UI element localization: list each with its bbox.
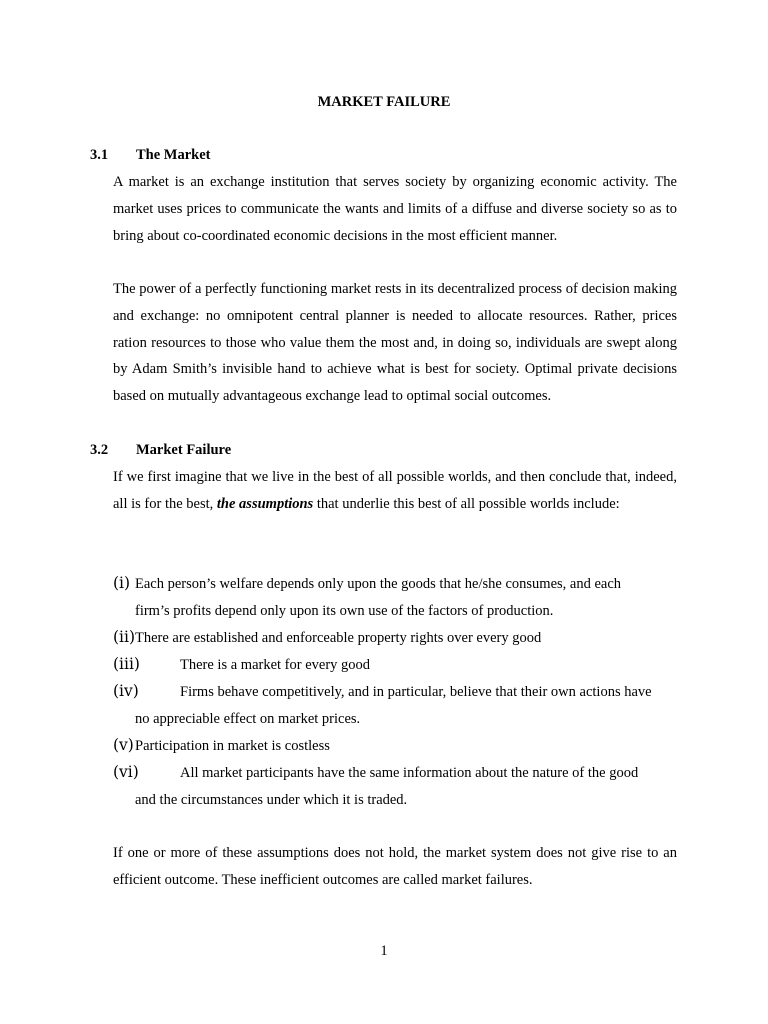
list-item-text: Each person’s welfare depends only upon the goods that he/she consumes, and each [135,576,622,592]
section-title: Market Failure [136,442,232,458]
page-title: MARKET FAILURE [317,94,451,110]
list-marker: (vi) [113,763,139,781]
list-marker: (v) [113,736,134,754]
section-heading-3-2 [90,441,231,459]
list-item-text: All market participants have the same information about the nature of the good [180,765,639,781]
intro-text-continued: that underlie this best of all possible worlds include: [316,495,620,512]
list-item-assumption-iii [113,651,677,679]
list-marker: (iii) [113,655,140,673]
list-marker: (i) [113,574,131,592]
list-marker: (iv) [113,682,139,700]
list-item-text: There are established and enforceable property rights over every good [135,630,542,646]
section-title: The Market [136,147,211,163]
section-number: 3.2 [90,442,109,458]
list-item-assumption-i [113,570,677,625]
list-item-text: Firms behave competitively, and in particular, believe that their own actions have [180,684,652,700]
list-item-assumption-iv [113,678,677,733]
list-item-text: There is a market for every good [180,657,371,673]
list-item-assumption-ii [113,624,677,652]
list-item-assumption-vi [113,759,677,814]
section-heading-3-1 [90,146,211,164]
list-item-text-continued: no appreciable effect on market prices. [135,710,361,727]
list-item-text-continued: and the circumstances under which it is traded. [135,791,408,808]
emphasis-the-assumptions: the assumptions [216,495,314,512]
list-item-text-continued: firm’s profits depend only upon its own use of the factors of production. [135,602,554,619]
list-item-assumption-v [113,732,677,760]
page-number: 1 [380,943,388,959]
paragraph-market-definition: A market is an exchange institution that serves society by organizing economic activity. The market uses prices to communicate the wants and limits of a diffuse and diverse society so as to bring about co-coordinated economic decisions in the most efficient manner. [113,174,677,244]
list-item-text: Participation in market is costless [135,738,330,754]
section-number: 3.1 [90,147,109,163]
paragraph-market-power: The power of a perfectly functioning market rests in its decentralized process of decision making and exchange: no omnipotent central planner is needed to allocate resources. Rather, prices ration resources to those who value them the most and, in doing so, individuals are swept along by Adam Smith’s invisible hand to achieve what is best for society. Optimal private decisions based on mutually advantageous exchange lead to optimal social outcomes. [113,281,677,405]
list-marker: (ii) [113,628,136,646]
intro-text: If we first imagine that we live in the best of all possible worlds, and then conclude that, indeed, all is for the best, [113,469,677,512]
paragraph-assumptions-intro [113,464,677,518]
paragraph-conclusion: If one or more of these assumptions does not hold, the market system does not give rise to an efficient outcome. These inefficient outcomes are called market failures. [113,845,677,888]
